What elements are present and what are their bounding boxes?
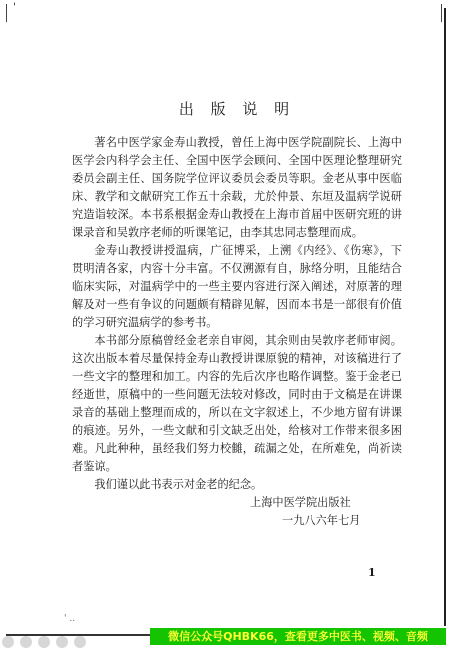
page-right-edge [444,8,446,626]
toolbar-circle-icon [74,636,86,648]
paragraph-2: 金寿山教授讲授温病，广征博采，上溯《内经》、《伤寒》，下贯明清各家，内容十分丰富。不仅溯源有自，脉络分明，且能结合临床实际，对温病学中的一些主要内容进行深入阐述，对原著的理解及对一些有争议的问题颇有精辟见解，因而本书是一部很有价值的学习研究温病学的参考书。 [72,244,402,329]
bottom-mark: ' .. [64,614,76,624]
page-number: 1 [368,566,376,579]
publisher-signature: 上海中医学院出版社 [250,496,351,509]
page-corner-mark [431,4,442,22]
paragraph-3: 本书部分原稿曾经金老亲自审阅，其余则由吴敦序老师审阅。这次出版本着尽量保持金寿山教授讲课原貌的精神，对该稿进行了一些文字的整理和加工。内容的先后次序也略作调整。鉴于金老已经逝世，原稿中的一些问题无法较对修改，同时由于文稿是在讲课录音的基础上整理而成的，所以在文字叙述上，不少地方留有讲课的痕迹。另外，一些文献和引文缺乏出处，给核对工作带来很多困难。凡此种种，虽经我们努力校雠，疏漏之处，在所难免，尚祈读者鉴谅。 [72,334,402,473]
publication-date: 一九八六年七月 [282,514,361,527]
document-body [72,98,402,530]
viewer-toolbar-placeholder [2,636,152,648]
page-corner-mark [6,4,21,22]
paragraph-1: 著名中医学家金寿山教授，曾任上海中医学院副院长、上海中医学会内科学会主任、全国中医学会顾问、全国中医理论整理研究委员会副主任、国务院学位评议委员会委员等职。金老从事中医临床、教学和文献研究工作五十余载，尤於仲景、东垣及温病学说研究造诣较深。本书系根据金寿山教授在上海市首届中医研究班的讲课录音和吴敦序老师的听课笔记，由李其忠同志整理而成。 [72,136,402,239]
toolbar-circle-icon [2,636,14,648]
paragraph-4: 我们谨以此书表示对金老的纪念。 [94,478,263,491]
top-left-mark: ' [13,2,16,13]
toolbar-circle-icon [20,636,32,648]
watermark-banner: 微信公众号QHBK66，查看更多中医书、视频、音频 [150,628,446,645]
toolbar-circle-icon [38,636,50,648]
toolbar-circle-icon [56,636,68,648]
document-title: 出 版 说 明 [178,100,296,118]
